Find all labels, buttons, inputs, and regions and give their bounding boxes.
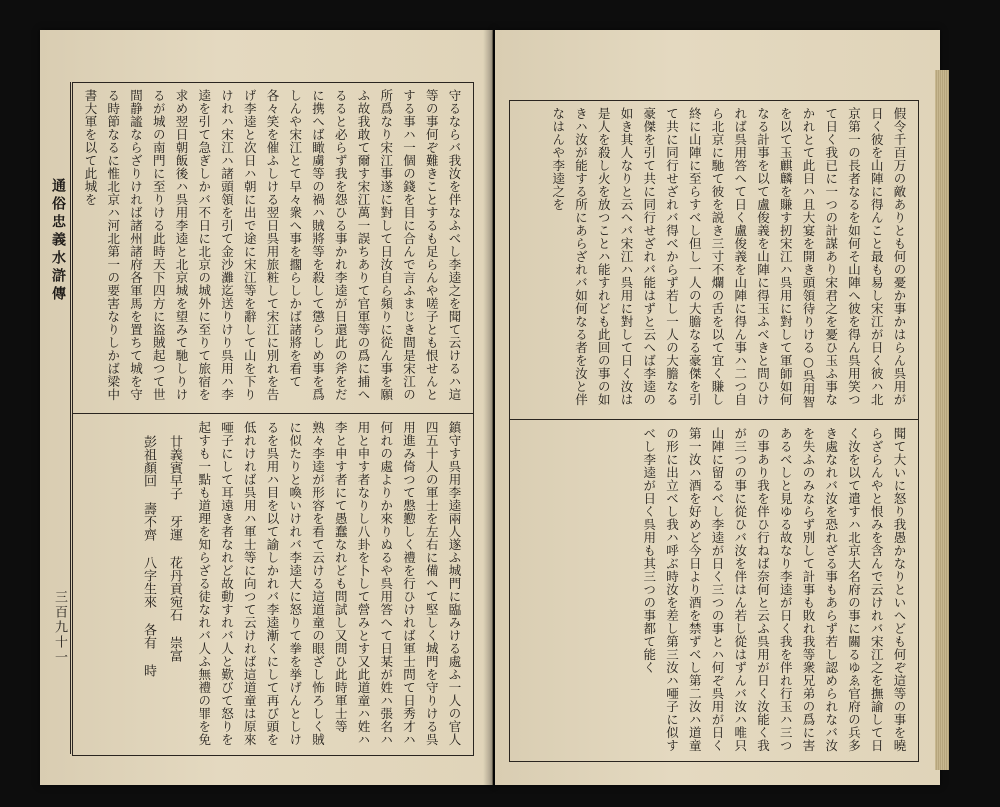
left-top-text: 守るならバ我汝を伴なふべし李逵之を聞て云けるハ這等の事何ぞ難きことするも足らんや嗟子とも恨せんとする事ハ一個の錢を目に合んで言ふまじき間是宋江の所爲なり宋江事遂に對して日汝自ら頻りに從ん事を願ふ故我敢て爾す宋江萬一誤ちありて官軍等の爲に捕へるると必らず我を怨ひる事かれ李逵が日還此の斧をだに携へば瞰虜等の禍ハ賊將等を殺して懲らしめ事を爲しんや宋江とて早々衆へ事を擱らしかば諸將を看て各々笑を催ふしける翌日呉用旅粧して宋江に別れを告げ李逵と次日ハ朝に出で途に宋江等を辭して山を下りけれハ宋江ハ諸頭領を引て金沙灘迄送りけり呉用ハ李逵を引て急ぎしかバ不日に北京の城外に至りて旅宿を求め翌日朝飯後ハ呉用李逵と北京城を望みて馳しりけるが城の南門に至りける此時天下四方に盗賊起つて世間静謐ならざりければ諸州諸府各軍馬を置ちて城を守る時節なるに惟北京ハ河北第一の要害なりしかば梁中書大軍を以て此城を xyxy=(83,89,462,401)
right-text-frame xyxy=(509,100,919,762)
right-top-text: 假令千百万の敵ありとも何の憂か事かはらん呉用が日く彼を山陣に得んこと最も易し宋江が日く彼ハ北京第一の長者なるを如何そ山陣へ彼を得ん呉用笑つて日く我已に一つの計謀あり宋君之を憂ひ玉ふ事なかれとて此日ハ且大宴を開き頭領待りける○呉用智を以て玉麒麟を賺す扨宋江ハ呉用に對して軍師如何なる計事を以て盧俊義を山陣に得玉ふべきと問ひければ呉用答へて日く盧俊義を山陣に得ん事ハ二つ自ら北京に馳て彼を説き三寸不爛の舌を以て宜く賺し終に山陣に至らすべし但し一人の大膽なる豪傑を引て共に同行せざれバ得べからず若し一人の大膽なる豪傑を引て共に同行せざれバ能はずと云へば李逵の如き其人なりと云へバ宋江ハ呉用に對して日く汝は是人を殺し火を放つことハ能すれども此回の事の如きハ汝が能する所にあらざれバ如何なる者を汝と伴なはんや李逵之を xyxy=(550,107,907,409)
verse-line-4: 八字生來 各有 時 xyxy=(141,556,156,677)
page-edges xyxy=(935,70,949,770)
margin-rule xyxy=(70,82,71,754)
right-divider xyxy=(510,419,918,420)
left-text-frame xyxy=(72,82,474,756)
verse-line-1: 廿義賓早子 牙運 xyxy=(167,435,182,541)
page-number: 三百九十一 xyxy=(52,590,67,665)
left-divider xyxy=(73,413,473,414)
running-head: 通俗忠義水滸傳 xyxy=(50,178,66,304)
right-page xyxy=(495,30,940,785)
verse-line-2: 花丹貢宛石 崇富 xyxy=(167,556,182,662)
left-bottom-text: 鎮守す呉用李逵兩人遂ふ城門に臨みける處ふ一人の官人四五十人の軍士を左右に備へて堅しく城門を守りける呉用進み倚つて慇懃しく禮を行ひければ軍士問て日秀才ハ何れの處よりか來りぬるや呉用答へて日某が姓ハ張名ハ用と申す者なりし八卦を卜して營みとす又此道童ハ姓ハ李と申す者にて愚蠢なれども問試し又問ひ此時軍士等熟々李逵が形容を看て云ける這道童の眼ざし怖ろしく賊に似たりと喚いけれバ李逵大に怒りて拳を挙げんとしけるを呉用ハ目を以て諭しかれバ李逵漸くにして再び頭を低れければ呉用ハ軍士等に向つて云ければ這道童は原來唖子にして耳遠き者なれど故動すれバ人と歎びて怒りを起すも一點も道理を知らざる徒なれバ人ふ無禮の罪を免 xyxy=(196,421,462,746)
verse-caption xyxy=(81,435,187,735)
left-page xyxy=(40,30,493,785)
right-bottom-text: 聞て大いに怒り我愚かなりといへども何ぞ這等の事を曉らざらんやと恨みを含んで云けれバ宋江之を撫諭して日く汝を以て遣すハ北京大名府の事に關るゆゑ官府の兵多き處なれバ汝を恐れざる事もあらず若し認められなバ汝を失ふのみならず別して計事も敗れ我等衆兄弟の爲に害あるべしと見ゆる故なり李逵が日く我を伴れ行玉ハ三つの事あり我を伴ひ行ねば奈何と云ふ呉用が日く汝能く我が三つの事に從ひバ汝を伴はん若し從はずんバ汝ハ唯只山陣に留るべし李逵が日く三つの事とハ何ぞ呉用が日く第一汝ハ酒を好めど今日より酒を禁ずべし第二汝ハ道童の形に出立べし我ハ呼ぶ時汝を差し第三汝ハ唖子に似すべし李逵が日く呉用も其三つの事都て能く xyxy=(641,427,907,752)
open-book xyxy=(40,30,950,785)
verse-line-3: 彭祖顏回 壽不齊 xyxy=(141,435,156,541)
